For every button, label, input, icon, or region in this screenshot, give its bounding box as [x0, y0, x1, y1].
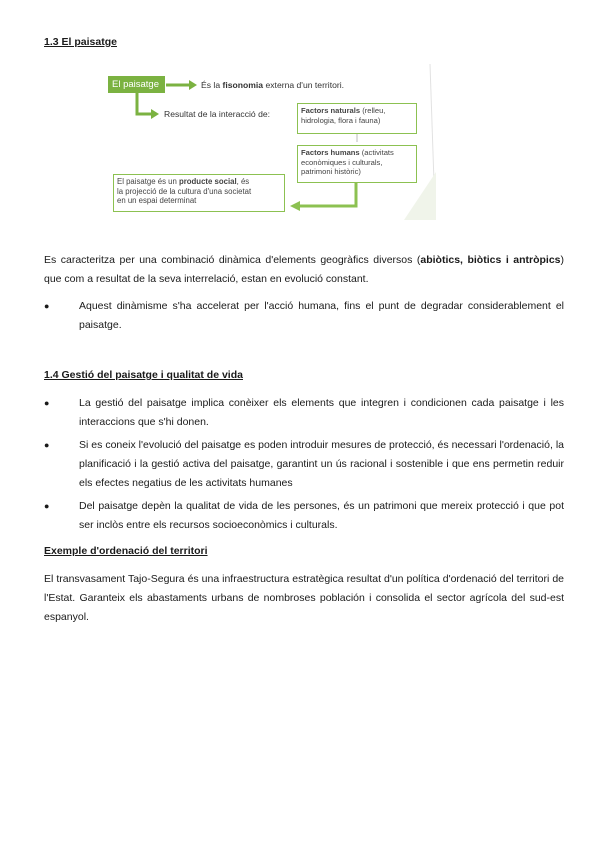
characterization-paragraph: Es caracteritza per una combinació dinàmica d'elements geogràfics diversos (abiòtics, biòtics i antròpics) que com a resultat de la seva interrelació, estan en evolució constant.	[44, 254, 564, 285]
bullet-icon: ●	[44, 398, 50, 408]
bullet-text: La gestió del paisatge implica conèixer els elements que integren i condicionen cada paisatge i les interaccions que s'hi donen.	[79, 397, 564, 428]
human-factors-line2: econòmiques i culturals,	[301, 157, 383, 167]
arrow-to-result	[137, 93, 151, 114]
arrow-head-definition	[189, 80, 197, 90]
natural-factors-line2: hidrologia, flora i fauna)	[301, 116, 381, 125]
bullet-item-protection	[44, 436, 564, 493]
bullet-text: Si es coneix l'evolució del paisatge es poden introduir mesures de protecció, és necessari l'ordenació, la planificació i la gestió activa del paisatge, garantint un ús racional i sostenible i que ens permetin reduir els efectes negatius de les activitats humanes	[79, 439, 564, 489]
social-product-box	[113, 174, 285, 212]
arrow-head-social	[290, 201, 300, 211]
natural-factors-line1: Factors naturals (relleu,	[301, 106, 386, 115]
result-label: Resultat de la interacció de:	[164, 109, 271, 119]
landscape-diagram	[104, 62, 440, 222]
example-paragraph: El transvasament Tajo-Segura és una infraestructura estratègica resultat d'un política d'ordenació del territori de l'Estat. Garanteix els abastaments urbans de nombroses población i consolida el sector agrícola del sud-est espanyol.	[44, 573, 564, 623]
bullet-icon: ●	[44, 501, 50, 511]
natural-factors-box	[297, 103, 417, 134]
bullet-icon: ●	[44, 440, 50, 450]
human-factors-box	[297, 145, 417, 183]
main-box-el-paisatge: El paisatge	[108, 76, 165, 93]
bullet-item-management	[44, 394, 564, 432]
arrow-to-social	[300, 180, 356, 206]
bullet-icon: ●	[44, 301, 50, 311]
social-product-line2: la projecció de la cultura d'una societat	[117, 186, 252, 196]
social-product-line1: El paisatge és un producte social, és	[117, 177, 250, 186]
bullet-text: Aquest dinàmisme s'ha accelerat per l'acció humana, fins el punt de degradar considerablement el paisatge.	[79, 300, 564, 331]
arrow-head-result	[151, 109, 159, 119]
bullet-item-quality-of-life	[44, 497, 564, 535]
bullet-item-dynamism	[44, 297, 564, 335]
definition-text: És la fisonomia externa d'un territori.	[201, 80, 345, 90]
section-heading-1-4: 1.4 Gestió del paisatge i qualitat de vida	[44, 369, 243, 381]
bullet-text: Del paisatge depèn la qualitat de vida de les persones, és un patrimoni que mereix protecció i que pot ser inclòs entre els recursos socioeconòmics i culturals.	[79, 500, 564, 531]
section-heading-1-3: 1.3 El paisatge	[44, 36, 117, 48]
human-factors-line3: patrimoni històric)	[301, 167, 361, 176]
example-heading: Exemple d'ordenació del territori	[44, 545, 208, 557]
social-product-line3: en un espai determinat	[117, 196, 197, 205]
human-factors-line1: Factors humans (activitats	[301, 148, 394, 157]
